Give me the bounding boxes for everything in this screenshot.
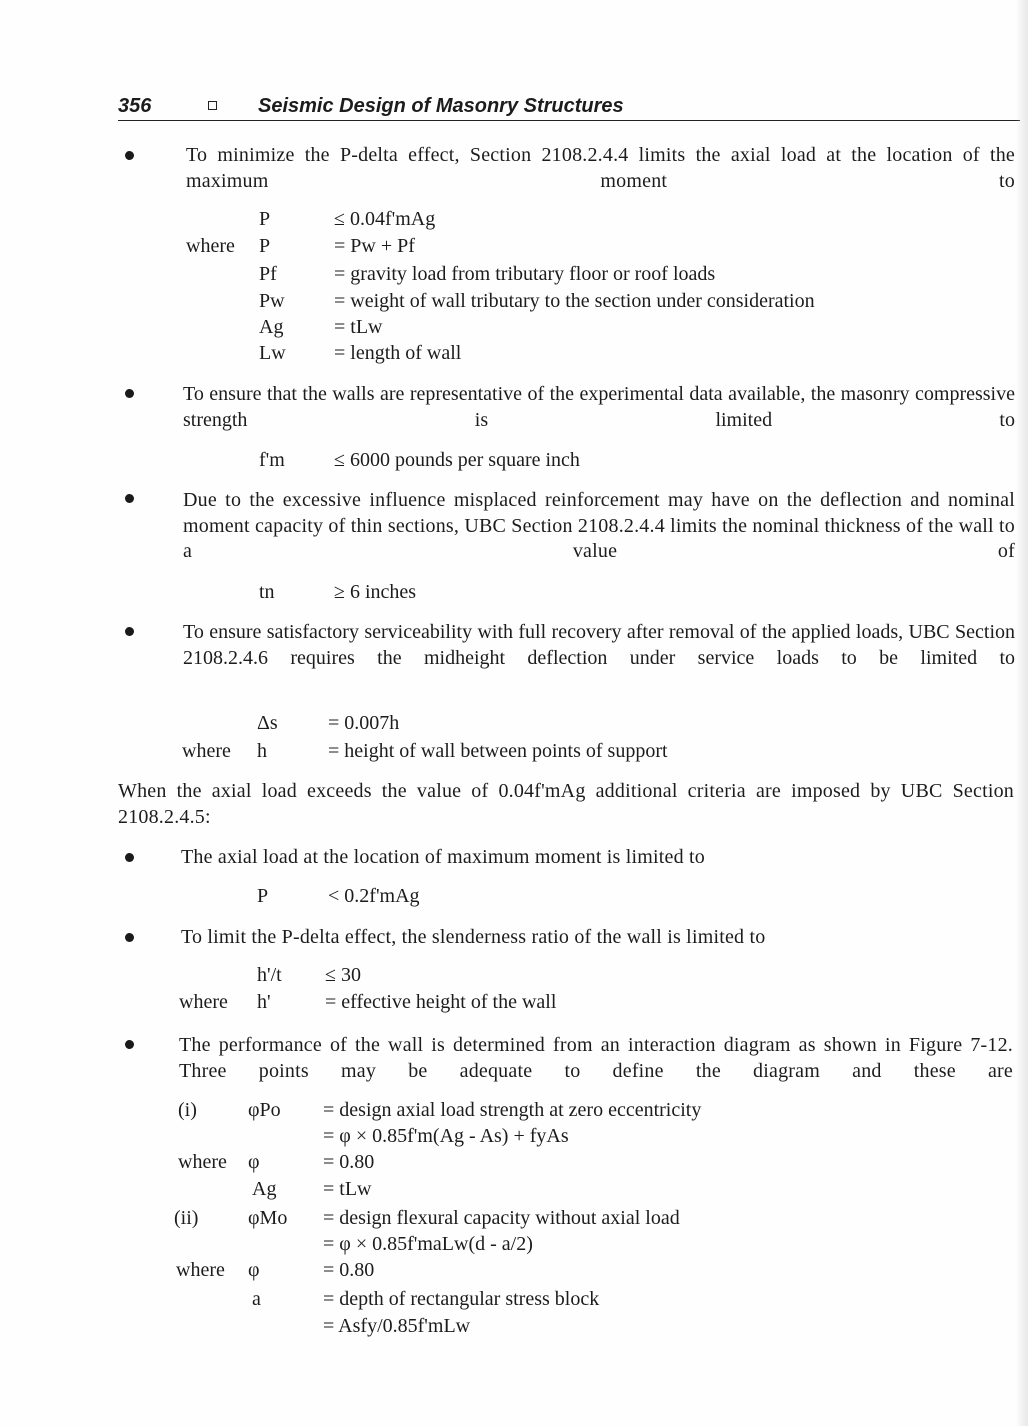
def-symbol: h <box>257 740 267 762</box>
def-equation: = φ × 0.85f'maLw(d - a/2) <box>323 1233 533 1255</box>
bullet-text-4: To ensure satisfactory serviceability with full recovery after removal of the applied loads, UBC Section 2108.2.4.6 requires the midheight deflection under service loads to be limited to <box>183 621 1015 669</box>
def-equation: ≤ 0.04f'mAg <box>334 208 436 230</box>
def-symbol: Lw <box>259 342 286 364</box>
def-symbol: h'/t <box>257 964 282 986</box>
bullet-icon <box>125 1040 134 1049</box>
def-symbol: Pw <box>259 290 285 312</box>
def-equation: = 0.007h <box>328 712 400 734</box>
body-paragraph: When the axial load exceeds the value of 0.04f'mAg additional criteria are imposed by UBC Section 2108.2.4.5: <box>118 780 1014 828</box>
def-equation: = design flexural capacity without axial load <box>323 1207 680 1229</box>
bullet-text-1: To minimize the P-delta effect, Section 2108.2.4.4 limits the axial load at the location of the maximum moment to <box>186 144 1015 192</box>
def-equation: ≤ 30 <box>325 964 361 986</box>
def-symbol: φ <box>248 1259 260 1281</box>
def-symbol: φ <box>248 1151 260 1173</box>
bullet-icon <box>125 151 134 160</box>
def-symbol: h' <box>257 991 271 1013</box>
def-equation: = effective height of the wall <box>325 991 557 1013</box>
header-box-icon <box>208 101 217 110</box>
def-equation: ≤ 6000 pounds per square inch <box>334 449 580 471</box>
where-label: where <box>179 991 228 1013</box>
def-symbol: Ag <box>252 1178 277 1200</box>
def-equation: = Pw + Pf <box>334 235 415 257</box>
bullet-icon <box>125 389 134 398</box>
def-symbol: Δs <box>257 712 278 734</box>
bullet-text-2: To ensure that the walls are representative of the experimental data available, the masonry compressive strength is limited to <box>183 383 1015 431</box>
page-edge-shadow <box>1016 0 1028 1426</box>
def-equation: = gravity load from tributary floor or roof loads <box>334 263 716 285</box>
where-label: where <box>182 740 231 762</box>
def-equation: = Asfy/0.85f'mLw <box>323 1315 471 1337</box>
running-header <box>118 92 1020 121</box>
page-number: 356 <box>118 95 152 117</box>
item-label: (i) <box>178 1099 197 1121</box>
def-symbol: P <box>257 885 269 907</box>
def-symbol: φMo <box>248 1207 288 1229</box>
def-equation: = weight of wall tributary to the section under consideration <box>334 290 815 312</box>
def-equation: ≥ 6 inches <box>334 581 417 603</box>
bullet-icon <box>125 494 134 503</box>
def-symbol: P <box>259 208 271 230</box>
def-equation: = depth of rectangular stress block <box>323 1288 600 1310</box>
def-symbol: a <box>252 1288 261 1310</box>
def-equation: = tLw <box>334 316 383 338</box>
where-label: where <box>186 235 235 257</box>
def-equation: = height of wall between points of support <box>328 740 668 762</box>
def-symbol: f'm <box>259 449 285 471</box>
def-equation: = φ × 0.85f'm(Ag - As) + fyAs <box>323 1125 569 1147</box>
def-symbol: φPo <box>248 1099 281 1121</box>
def-equation: < 0.2f'mAg <box>328 885 420 907</box>
bullet-text-7: The performance of the wall is determined from an interaction diagram as shown in Figure 7-12. Three points may be adequate to define the diagram and these are <box>179 1034 1013 1082</box>
def-symbol: tn <box>259 581 275 603</box>
def-symbol: Ag <box>259 316 284 338</box>
def-equation: = 0.80 <box>323 1259 375 1281</box>
def-symbol: P <box>259 235 271 257</box>
def-symbol: Pf <box>259 263 277 285</box>
bullet-text-6: To limit the P-delta effect, the slenderness ratio of the wall is limited to <box>181 926 766 948</box>
def-equation: = length of wall <box>334 342 462 364</box>
def-equation: = design axial load strength at zero eccentricity <box>323 1099 702 1121</box>
bullet-text-5: The axial load at the location of maximum moment is limited to <box>181 846 705 868</box>
where-label: where <box>176 1259 225 1281</box>
bullet-icon <box>125 627 134 636</box>
running-title: Seismic Design of Masonry Structures <box>258 95 624 117</box>
def-equation: = 0.80 <box>323 1151 375 1173</box>
bullet-icon <box>125 933 134 942</box>
where-label: where <box>178 1151 227 1173</box>
def-equation: = tLw <box>323 1178 372 1200</box>
bullet-icon <box>125 853 134 862</box>
bullet-text-3: Due to the excessive influence misplaced reinforcement may have on the deflection and nominal moment capacity of thin sections, UBC Section 2108.2.4.4 limits the nominal thickness of the wall to a value of <box>183 489 1015 562</box>
item-label: (ii) <box>174 1207 199 1229</box>
